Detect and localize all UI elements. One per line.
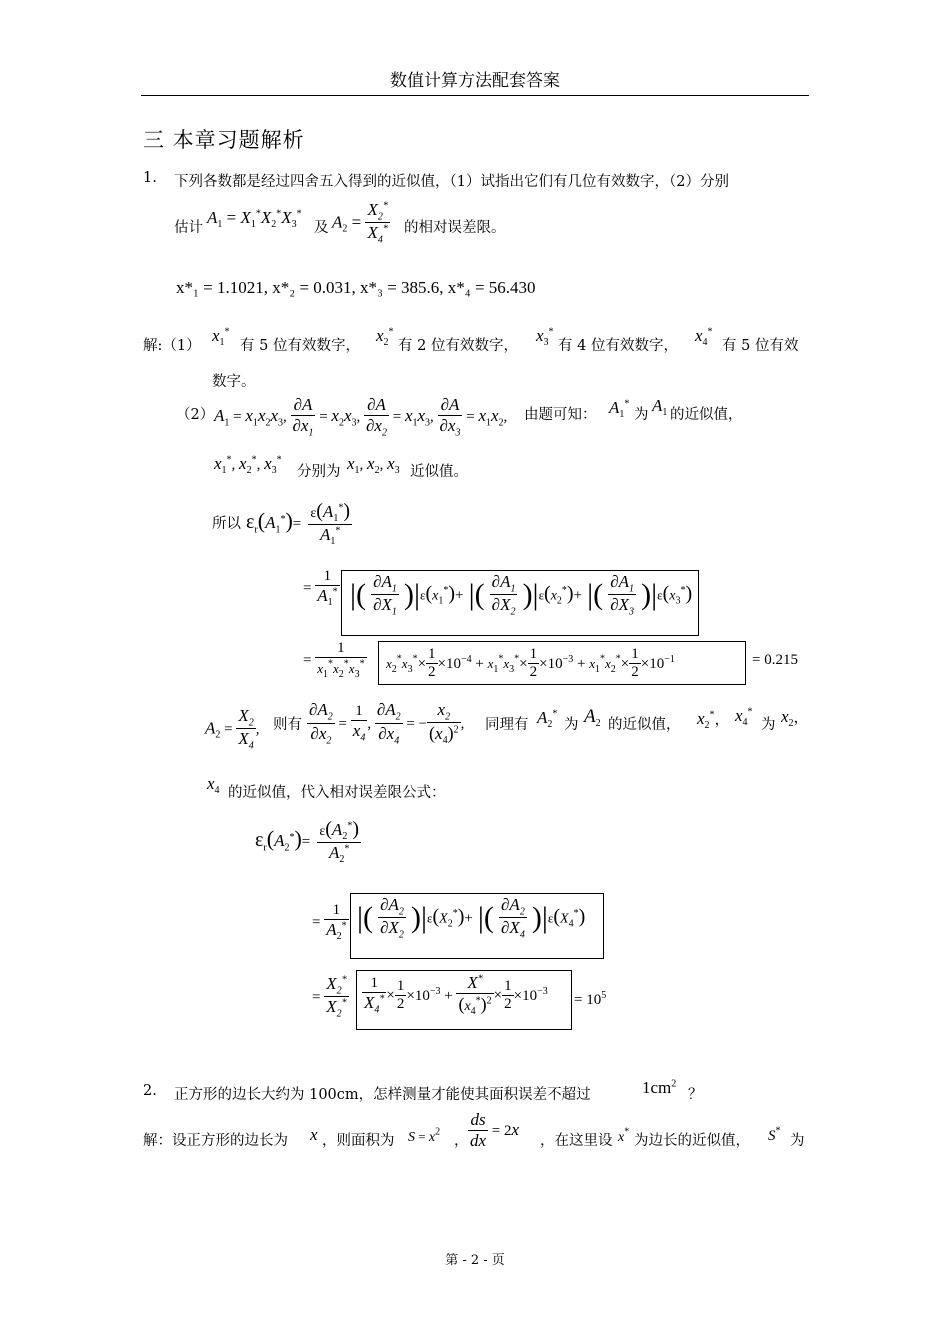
page-footer: 第 - 2 - 页: [445, 1253, 505, 1268]
eq1-line3-body: $x_2^*x_3^*\times$ $\frac{1}{2}$ $\times 10^{-4} + x_1^*x_3^*\times$ $\frac{1}{2}$ $\times 10^{-3} + x_1^*x_2^*\times$ $\frac{1}{2}$ $\times 10^{-1}$: [386, 646, 675, 680]
a2-partials: $\frac{\partial A_2}{\partial x_2}$ = $\frac{1}{x_4}$ , $\frac{\partial A_2}{\partial x_4}$ = − $\frac{x_2}{(x_4)^2}$ ,: [309, 700, 465, 747]
eps-r-a2: $\varepsilon_r(A_2^*)=$ $\frac{\varepsilon(A_2^*)}{A_2^*}$: [255, 818, 359, 866]
solution-2-text6: 为: [790, 1133, 805, 1149]
result-2: = $10^5$: [574, 990, 607, 1008]
part2-label: （2）: [176, 407, 215, 423]
eps-r-a1: $\varepsilon_r(A_1^*)=$ $\frac{\varepsilon(A_1^*)}{A_1^*}$: [246, 500, 350, 548]
sig-digits-3: 有 4 位有效数字，: [558, 338, 678, 354]
sig-digits-2: 有 2 位有效数字，: [398, 338, 518, 354]
solution-2-text5: 为边长的近似值，: [634, 1133, 750, 1149]
a2-text1: 则有: [273, 717, 302, 733]
eq1-line2-body: |( $\frac{\partial A_1}{\partial X_1}$ )$|\varepsilon(x_1^*)+$ |( $\frac{\partial A_1}{\partial X_2}$ )$|\varepsilon(x_2^*)+$ |( $\frac{\partial A_1}{\partial X_3}$ )$|\varepsilon(x_3^*)$: [350, 572, 693, 618]
solution-2-label: 解：设正方形的边长为: [143, 1133, 288, 1149]
section-title: 三 本章习题解析: [143, 128, 305, 152]
part2-text: 由题可知：: [524, 407, 597, 423]
sig-digits-cont: 数字。: [212, 374, 256, 390]
sig-digits-1: 有 5 位有效数字，: [240, 338, 360, 354]
formula-a1: $A_1 = X_1^*X_2^*X_3^*$: [207, 208, 302, 231]
solution-2-text3: ，: [454, 1133, 469, 1149]
and-word: 及: [314, 220, 329, 236]
relative-error-suffix: 的相对误差限。: [404, 220, 506, 236]
approx-suffix: 近似值。: [410, 464, 468, 480]
a2-definition: $A_2$ = $\frac{X_2}{X_4}$ ,: [205, 706, 260, 752]
solution-1-label: 解:（1）: [143, 338, 201, 354]
page-header: 数值计算方法配套答案: [390, 71, 560, 91]
solution-2-text4: ，在这里设: [540, 1133, 613, 1149]
part2-text3: 的近似值，: [670, 407, 743, 423]
result-1: = 0.215: [752, 652, 798, 668]
a2-text5: 为: [761, 717, 776, 733]
approx-line: 分别为: [297, 464, 341, 480]
x4-line: 的近似值，代入相对误差限公式：: [228, 785, 446, 801]
ds-dx: $\frac{ds}{dx}$ = 2x: [470, 1110, 520, 1150]
eq1-line2: = $\frac{1}{A_1^*}$: [303, 568, 338, 609]
suoyi: 所以: [212, 516, 241, 532]
problem-2-qmark: ？: [688, 1087, 703, 1103]
problem-2-number: 2.: [143, 1083, 157, 1099]
solution-2-text2: ，则面积为: [322, 1133, 395, 1149]
part2-text2: 为: [634, 407, 649, 423]
formula-a2: $A_2$ = $\frac{X_2^*}{X_4^*}$: [332, 200, 388, 246]
problem-1-text: 下列各数都是经过四舍五入得到的近似值，（1）试指出它们有几位有效数字，（2）分别: [174, 174, 729, 190]
a2-text2: 同理有: [485, 717, 529, 733]
eq1-line3: = $\frac{1}{x_1^*x_2^*x_3^*}$: [303, 640, 365, 681]
header-rule: [141, 95, 809, 96]
eq2-line3-body: $\frac{1}{X_4^*}$ × $\frac{1}{2}$ $\times 10^{-3}$ + $\frac{X^*}{(x_4^*)^2}$ × $\frac{1}{2}$ $\times 10^{-3}$: [364, 973, 548, 1018]
problem-1-number: 1.: [143, 170, 157, 186]
sig-digits-4: 有 5 位有效: [722, 338, 799, 354]
a2-text4: 的近似值，: [608, 717, 681, 733]
given-values: x*₁ = 1.1021, x*₂ = 0.031, x*₃ = 385.6, x*₄ = 56.430: [176, 278, 536, 297]
problem-2-unit: $1cm^2$: [642, 1078, 677, 1097]
eq2-line3: = $\frac{X_2^*}{X_2^*}$: [312, 974, 347, 1020]
a2-text3: 为: [564, 717, 579, 733]
formula-partials: $A_1 = x_1x_2x_3$, $\frac{\partial A}{\partial x_1}$ = $x_2x_3$, $\frac{\partial A}{\partial x_2}$ = $x_1x_3$, $\frac{\partial A}{\partial x_3}$ = $x_1x_2$,: [214, 395, 508, 439]
eq2-line2: = $\frac{1}{A_2^*}$: [312, 902, 347, 943]
estimate-prefix: 估计: [174, 220, 203, 236]
problem-2-text: 正方形的边长大约为 100cm，怎样测量才能使其面积误差不超过: [174, 1087, 591, 1103]
eq2-line2-body: |( $\frac{\partial A_2}{\partial X_2}$ )$|\varepsilon(X_2^*)+$ |( $\frac{\partial A_2}{\partial X_4}$ )$|\varepsilon(X_4^*)$: [357, 895, 586, 941]
